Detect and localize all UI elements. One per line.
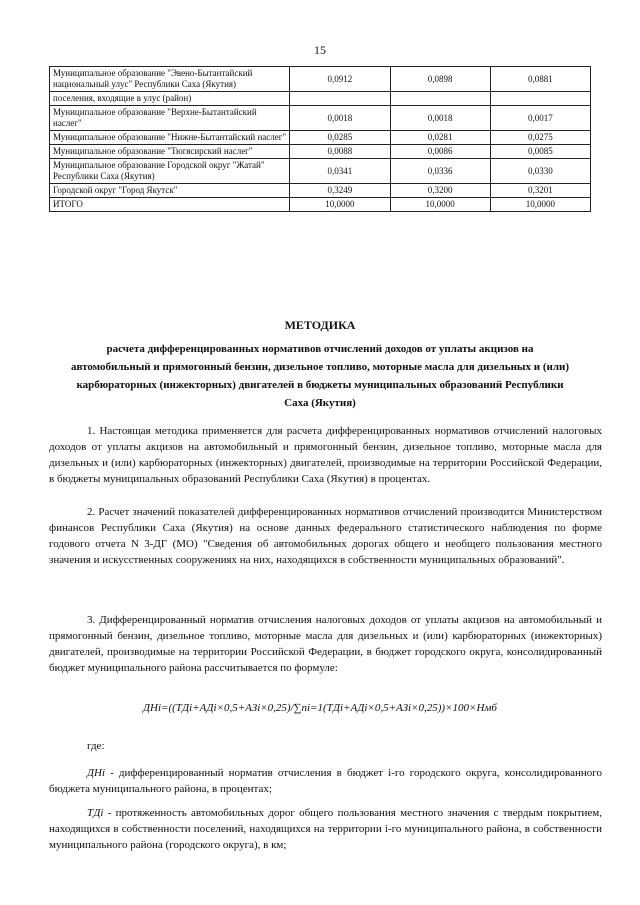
table-row xyxy=(50,106,591,131)
definition-td-text: - протяженность автомобильных дорог общего пользования местного значения с твердым покрытием, находящихся в собственности поселений, находящихся на территории i-го муниципального района, в собственности муниципального района (городского округа), в км; xyxy=(49,807,602,851)
row-value-2: 0,0018 xyxy=(390,106,490,131)
row-value-3: 0,0881 xyxy=(490,67,590,92)
row-value-2: 0,3200 xyxy=(390,184,490,198)
row-value-2: 0,0086 xyxy=(390,145,490,159)
row-name-cell: поселения, входящие в улус (район) xyxy=(50,92,290,106)
row-value-1: 0,3249 xyxy=(290,184,390,198)
table-row xyxy=(50,92,591,106)
definition-td xyxy=(49,805,602,853)
paragraph-2: 2. Расчет значений показателей дифференцированных нормативов отчислений производится Министерством финансов Республики Саха (Якутия) на основе данных федерального статистического наблюдения по форме годового отчета N 3-ДГ (МО) "Сведения об автомобильных дорогах общего и необщего пользования местного значения и искусственных сооружениях на них, находящихся в собственности муниципальных образований". xyxy=(49,506,602,566)
page-number: 15 xyxy=(314,43,326,57)
table-row xyxy=(50,131,591,145)
table-row xyxy=(50,184,591,198)
paragraph-3: 3. Дифференцированный норматив отчисления налоговых доходов от уплаты акцизов на автомобильный и прямогонный бензин, дизельное топливо, моторные масла для дизельных и (или) карбюраторных (инжекторных) двигателей, производимые на территории Российской Федерации, в бюджет городского округа, консолидированный бюджет муниципального района рассчитывается по формуле: xyxy=(49,614,602,674)
methodology-subtitle: расчета дифференцированных нормативов отчислений доходов от уплаты акцизов на автомобильный и прямогонный бензин, дизельное топливо, моторные масла для дизельных и (или) карбюраторных (инжекторных) двигателей в бюджеты муниципальных образований Республики Саха (Якутия) xyxy=(70,343,570,409)
definition-dn-text: - дифференцированный норматив отчисления в бюджет i-го городского округа, консолидированного бюджета муниципального района, в процентах; xyxy=(49,767,602,795)
formula: ДНi=((ТДi+АДi×0,5+АЗi×0,25)/∑ni=1(ТДi+АДi×0,5+АЗi×0,25))×100×Нмб xyxy=(143,702,497,714)
row-value-2: 0,0281 xyxy=(390,131,490,145)
row-name-cell: Муниципальное образование "Эвено-Бытантайский национальный улус" Республики Саха (Якутия) xyxy=(50,67,290,92)
row-name-cell: Муниципальное образование "Нижне-Бытантайский наслег" xyxy=(50,131,290,145)
row-value-3 xyxy=(490,92,590,106)
definition-td-term: ТДi xyxy=(87,807,104,819)
row-value-1: 0,0912 xyxy=(290,67,390,92)
row-value-3: 0,0330 xyxy=(490,159,590,184)
row-name-cell: Муниципальное образование "Тюгясирский наслег" xyxy=(50,145,290,159)
row-value-1: 0,0018 xyxy=(290,106,390,131)
row-value-3: 10,0000 xyxy=(490,198,590,212)
row-name-cell: Городской округ "Город Якутск" xyxy=(50,184,290,198)
row-value-2: 0,0336 xyxy=(390,159,490,184)
table-row xyxy=(50,145,591,159)
row-value-1 xyxy=(290,92,390,106)
paragraph-1: 1. Настоящая методика применяется для расчета дифференцированных нормативов отчислений налоговых доходов от уплаты акцизов на автомобильный и прямогонный бензин, дизельное топливо, моторные масла для дизельных и (или) карбюраторных (инжекторных) двигателей, производимые на территории Российской Федерации, в бюджеты муниципальных образований Республики Саха (Якутия) в процентах. xyxy=(49,425,602,485)
row-value-1: 0,0088 xyxy=(290,145,390,159)
row-value-2: 10,0000 xyxy=(390,198,490,212)
row-value-1: 0,0285 xyxy=(290,131,390,145)
where-label: где: xyxy=(87,740,105,752)
definition-dn xyxy=(49,765,602,797)
row-value-3: 0,0085 xyxy=(490,145,590,159)
row-name-cell: ИТОГО xyxy=(50,198,290,212)
methodology-title: МЕТОДИКА xyxy=(284,318,356,332)
row-value-2 xyxy=(390,92,490,106)
row-value-3: 0,3201 xyxy=(490,184,590,198)
row-value-1: 0,0341 xyxy=(290,159,390,184)
table-row xyxy=(50,67,591,92)
table-row xyxy=(50,198,591,212)
row-value-1: 10,0000 xyxy=(290,198,390,212)
row-name-cell: Муниципальное образование "Верхне-Бытантайский наслег" xyxy=(50,106,290,131)
row-value-3: 0,0017 xyxy=(490,106,590,131)
table-row xyxy=(50,159,591,184)
norms-table xyxy=(49,66,591,212)
definition-dn-term: ДНi xyxy=(87,767,105,779)
row-value-2: 0,0898 xyxy=(390,67,490,92)
row-value-3: 0,0275 xyxy=(490,131,590,145)
row-name-cell: Муниципальное образование Городской округ "Жатай" Республики Саха (Якутия) xyxy=(50,159,290,184)
